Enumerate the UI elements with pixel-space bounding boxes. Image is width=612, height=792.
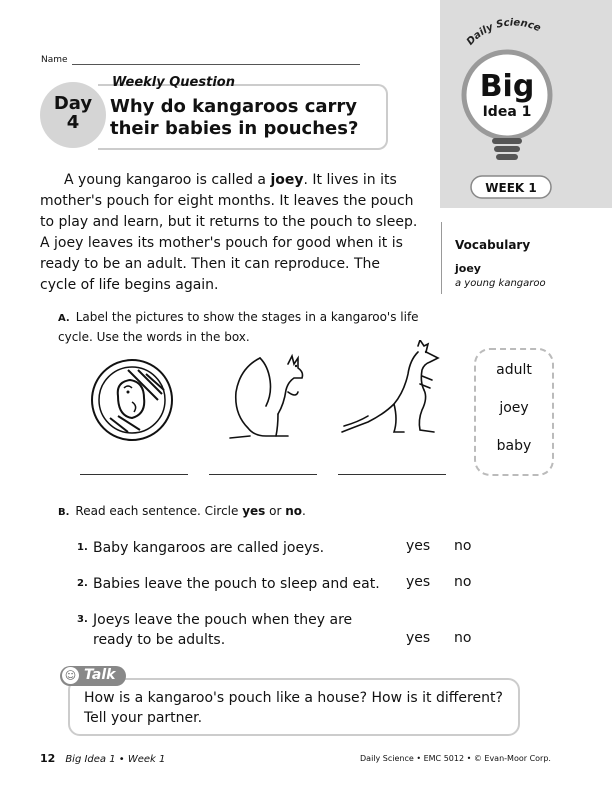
big-idea-lightbulb-icon <box>440 0 612 208</box>
question-number: 3. <box>77 614 88 625</box>
joey-in-pouch-picture <box>88 356 176 444</box>
vocab-divider <box>441 222 442 294</box>
section-b-no-word: no <box>285 504 303 518</box>
word-box-item: adult <box>496 362 532 378</box>
talk-bubble-icon: ☺ <box>62 667 79 684</box>
section-b-period: . <box>302 504 306 518</box>
section-b-or-word: or <box>265 504 286 518</box>
section-b-yes-word: yes <box>242 504 266 518</box>
word-box-item: baby <box>496 438 532 454</box>
badge-idea: Idea 1 <box>482 104 532 120</box>
no-option[interactable]: no <box>454 538 472 554</box>
svg-text:Daily Science <box>465 17 543 47</box>
badge-big: Big <box>479 69 535 104</box>
weekly-question-text: Why do kangaroos carry their babies in pouches? <box>110 96 359 139</box>
footer-week: Big Idea 1 • Week 1 <box>65 754 166 765</box>
yes-option[interactable]: yes <box>406 538 431 554</box>
question-number: 2. <box>77 578 88 589</box>
answer-line-3[interactable] <box>338 474 446 475</box>
talk-badge <box>60 666 126 686</box>
passage-part-1: A young kangaroo is called a <box>64 172 271 188</box>
question-number: 1. <box>77 542 88 553</box>
yes-option[interactable]: yes <box>406 574 431 590</box>
badge-brand: Daily Science <box>464 17 543 48</box>
section-b-instructions <box>58 504 306 518</box>
word-box <box>474 348 554 476</box>
section-a-letter: A. <box>58 313 70 324</box>
section-a-text: Label the pictures to show the stages in a kangaroo's life cycle. Use the words in the box. <box>58 310 419 344</box>
badge-week: WEEK 1 <box>485 181 537 195</box>
question-text: Babies leave the pouch to sleep and eat. <box>93 576 380 592</box>
weekly-question-title: Weekly Question <box>112 75 235 90</box>
talk-label: Talk <box>84 667 116 683</box>
footer-left <box>40 752 165 765</box>
standing-kangaroo-picture <box>338 340 442 438</box>
adult-kangaroo-picture <box>226 352 310 442</box>
passage-bold-word: joey <box>270 172 304 188</box>
name-input-line[interactable] <box>72 64 360 65</box>
yes-option[interactable]: yes <box>406 630 431 646</box>
word-box-item: joey <box>499 400 529 416</box>
badge-panel <box>440 0 612 208</box>
day-number: 4 <box>66 112 80 133</box>
answer-line-2[interactable] <box>209 474 317 475</box>
vocab-word: joey <box>455 262 481 275</box>
day-circle <box>40 82 106 148</box>
section-b-intro: Read each sentence. Circle <box>75 504 243 518</box>
answer-line-1[interactable] <box>80 474 188 475</box>
vocab-definition: a young kangaroo <box>455 278 546 289</box>
day-label: Day <box>53 93 93 114</box>
no-option[interactable]: no <box>454 630 472 646</box>
talk-prompt: How is a kangaroo's pouch like a house? How is it different? Tell your partner. <box>84 690 503 726</box>
name-label: Name <box>41 55 68 65</box>
section-b-letter: B. <box>58 507 70 518</box>
passage-part-2: . It lives in its mother's pouch for eight months. It leaves the pouch to play and learn, but it returns to the pouch to sleep. A joey leaves its mother's pouch for good when it is ready to be an adult. Then it can reproduce. The cycle of life begins again. <box>40 172 418 293</box>
footer-copyright: Daily Science • EMC 5012 • © Evan-Moor Corp. <box>360 754 551 763</box>
no-option[interactable]: no <box>454 574 472 590</box>
vocab-heading: Vocabulary <box>455 238 531 252</box>
question-text: Joeys leave the pouch when they are ready to be adults. <box>93 612 353 648</box>
reading-passage <box>40 170 420 296</box>
page-number: 12 <box>40 752 56 765</box>
question-text: Baby kangaroos are called joeys. <box>93 540 325 556</box>
